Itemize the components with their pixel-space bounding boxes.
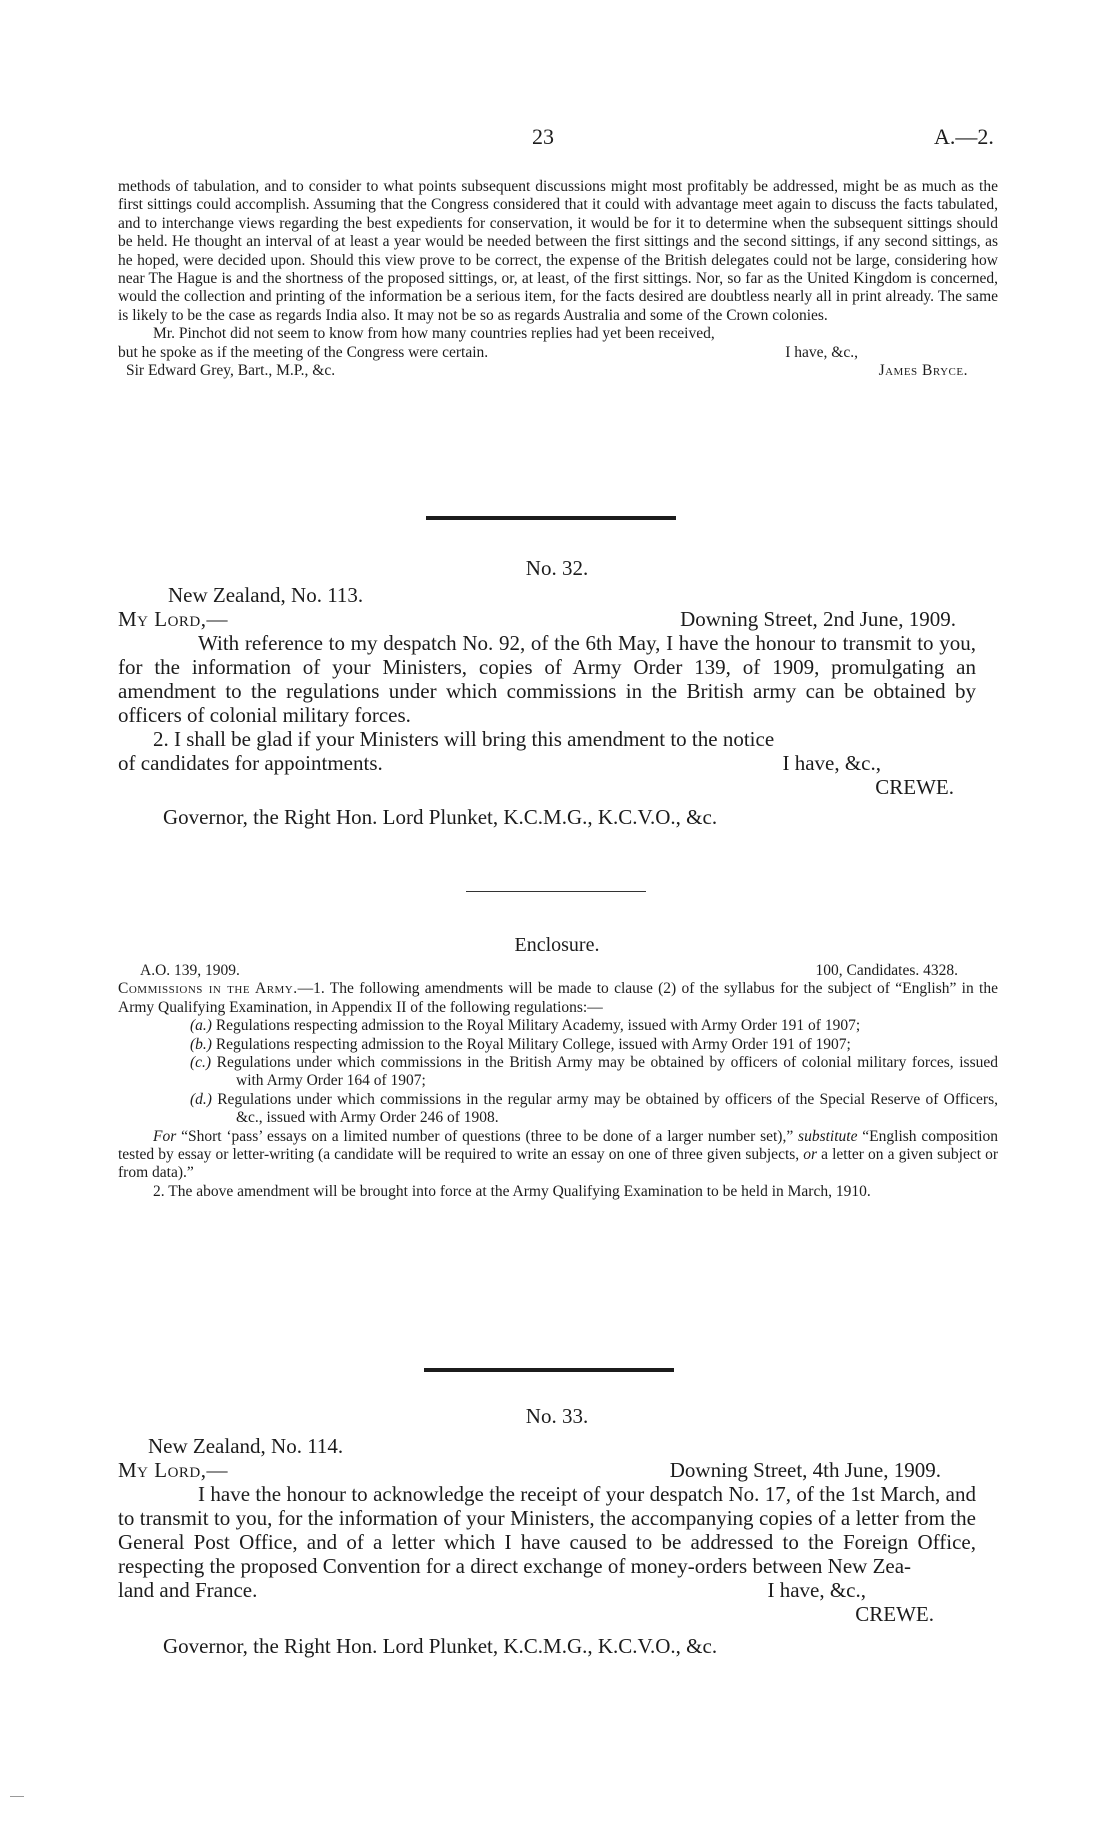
no32-salutation-row	[118, 607, 976, 631]
continued-letter	[118, 178, 998, 380]
no33-letter	[118, 1434, 976, 1658]
no33-salutation: My Lord,—	[118, 1458, 229, 1482]
enclosure-ref-right: 100, Candidates. 4328.	[815, 962, 958, 979]
no33-ref: New Zealand, No. 114.	[148, 1434, 344, 1458]
no33-signature: CREWE.	[855, 1602, 934, 1626]
section-rule	[426, 516, 676, 520]
list-item: (d.) Regulations under which commissions in the regular army may be obtained by officers of the Special Reserve of Officers, &c., issued with Army Order 246 of 1908.	[190, 1090, 998, 1127]
no33-closing-row	[118, 1578, 976, 1602]
continued-closing: I have, &c.,	[785, 343, 858, 361]
list-item: (b.) Regulations respecting admission to the Royal Military College, issued with Army Order 191 of 1907;	[190, 1035, 851, 1053]
continued-last-line-1: Mr. Pinchot did not seem to know from how many countries replies had yet been received,	[153, 325, 715, 343]
no33-title: No. 33.	[525, 1404, 589, 1428]
list-item: (c.) Regulations under which commissions in the British Army may be obtained by officers of colonial military forces, issued with Army Order 164 of 1907;	[190, 1054, 998, 1090]
enclosure-rule	[466, 891, 646, 892]
enclosure-para2: 2. The above amendment will be brought into force at the Army Qualifying Examination to be held in March, 1910.	[153, 1182, 871, 1200]
enclosure-substitution: For “Short ‘pass’ essays on a limited number of questions (three to be done of a larger number set),” substitute “English composition tested by essay or letter-writing (a candidate will be required to write an essay on one of three given subjects, or a letter on a given subject or from data).”	[118, 1127, 999, 1182]
list-item: (a.) Regulations respecting admission to the Royal Military Academy, issued with Army Order 191 of 1907;	[190, 1017, 861, 1035]
no32-title: No. 32.	[525, 556, 589, 580]
no33-para1-last: land and France.	[118, 1578, 258, 1602]
page-number: 23	[532, 124, 554, 149]
enclosure-intro: —1. The following amendments will be made to clause (2) of the syllabus for the subject of “English” in the Army Qualifying Examination, in Appendix II of the following regulations:—	[118, 980, 998, 1016]
no32-letter	[118, 583, 976, 829]
continued-paragraph: methods of tabulation, and to consider to what points subsequent discussions might most profitably be addressed, might be as much as the first sittings could accomplish. Assuming that the Congress considered that it could with advantage meet again to discuss the facts tabulated, and to interchange views regarding the best expedients for conservation, it would be for it to determine when the subsequent sittings should be held. He thought an interval of at least a year would be needed between the first sittings and the second sittings, if any second sittings, as he hoped, were decided upon. Should this view prove to be correct, the expense of the British delegates could not be large, considering how near The Hague is and the shortness of the proposed sittings, or, at least, of the first sittings. Nor, so far as the United Kingdom is concerned, would the collection and printing of the information be a serious item, for the facts desired are doubtless nearly all in print already. The same is likely to be the case as regards India also. It may not be so as regards Australia and some of the Crown colonies.	[118, 178, 998, 324]
no33-addressee: Governor, the Right Hon. Lord Plunket, K.C.M.G., K.C.V.O., &c.	[163, 1634, 718, 1658]
no33-closing: I have, &c.,	[767, 1578, 866, 1602]
enclosure-body	[118, 962, 998, 1201]
no32-place-date: Downing Street, 2nd June, 1909.	[680, 607, 956, 631]
no32-para2-line2: of candidates for appointments.	[118, 751, 383, 775]
continued-signature: James Bryce.	[878, 362, 968, 380]
enclosure-ref-left: A.O. 139, 1909.	[140, 962, 240, 979]
document-reference: A.—2.	[934, 124, 994, 149]
no32-para1: With reference to my despatch No. 92, of the 6th May, I have the honour to transmit to you, for the information of your Ministers, copies of Army Order 139, of 1909, promulgating an amendment to the regulations under which commissions in the British army can be obtained by officers of colonial military forces.	[118, 631, 976, 727]
margin-mark	[10, 1796, 24, 1797]
no33-para1: I have the honour to acknowledge the receipt of your despatch No. 17, of the 1st March, and to transmit to you, for the information of your Ministers, the accompanying copies of a letter from the General Post Office, and of a letter which I have caused to be addressed to the Foreign Office, respecting the proposed Convention for a direct exchange of money-orders between New Zea-	[118, 1482, 976, 1578]
no32-signature: CREWE.	[875, 775, 954, 799]
no32-addressee: Governor, the Right Hon. Lord Plunket, K.C.M.G., K.C.V.O., &c.	[163, 805, 718, 829]
no33-place-date: Downing Street, 4th June, 1909.	[669, 1458, 941, 1482]
continued-last-line-2: but he spoke as if the meeting of the Congress were certain.	[118, 343, 489, 361]
section-rule	[424, 1368, 674, 1372]
continued-sign-row	[118, 362, 998, 380]
enclosure-title: Enclosure.	[514, 934, 600, 956]
continued-closing-row	[118, 344, 998, 362]
enclosure-intro-paragraph	[118, 980, 998, 1017]
no32-closing: I have, &c.,	[782, 751, 881, 775]
continued-addressee: Sir Edward Grey, Bart., M.P., &c.	[126, 362, 336, 380]
no32-para2-line1: 2. I shall be glad if your Ministers will bring this amendment to the notice	[153, 727, 775, 751]
enclosure-caption: Commissions in the Army.	[118, 980, 298, 998]
no32-salutation: My Lord,—	[118, 607, 229, 631]
no32-ref: New Zealand, No. 113.	[168, 583, 364, 607]
enclosure-list	[190, 1017, 998, 1127]
no33-salutation-row	[118, 1458, 976, 1482]
enclosure-ref-row	[118, 962, 998, 980]
no32-closing-row	[118, 751, 976, 775]
